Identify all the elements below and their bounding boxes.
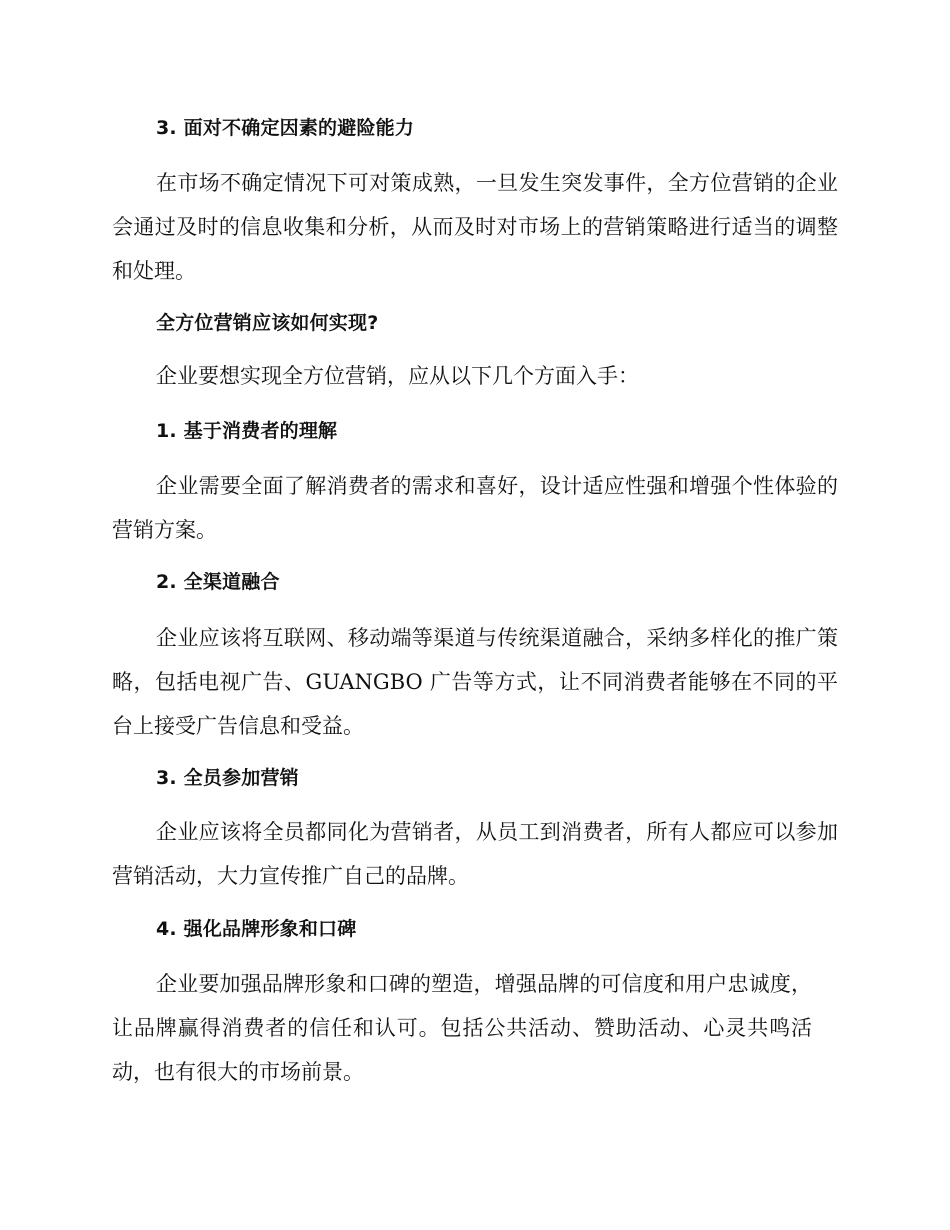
- section-heading-consumer-understanding: 1. 基于消费者的理解: [156, 420, 338, 442]
- paragraph-consumer-understanding: 企业需要全面了解消费者的需求和喜好，设计适应性强和增强个性体验的营销方案。: [112, 474, 838, 542]
- paragraph-risk-avoidance: 在市场不确定情况下可对策成熟，一旦发生突发事件，全方位营销的企业会通过及时的信息收集和分析，从而及时对市场上的营销策略进行适当的调整和处理。: [112, 171, 838, 283]
- section-heading-all-staff-marketing: 3. 全员参加营销: [156, 767, 299, 789]
- paragraph-omnichannel: 企业应该将互联网、移动端等渠道与传统渠道融合，采纳多样化的推广策略，包括电视广告、GUANGBO 广告等方式，让不同消费者能够在不同的平台上接受广告信息和受益。: [112, 626, 838, 738]
- section-heading-how-to-implement: 全方位营销应该如何实现?: [156, 312, 379, 334]
- section-heading-risk-avoidance: 3. 面对不确定因素的避险能力: [156, 117, 415, 139]
- paragraph-brand-image: 企业要加强品牌形象和口碑的塑造，增强品牌的可信度和用户忠诚度，让品牌赢得消费者的信任和认可。包括公共活动、赞助活动、心灵共鸣活动，也有很大的市场前景。: [112, 972, 812, 1084]
- paragraph-all-staff-marketing: 企业应该将全员都同化为营销者，从员工到消费者，所有人都应可以参加营销活动，大力宣传推广自己的品牌。: [112, 820, 838, 888]
- section-heading-omnichannel: 2. 全渠道融合: [156, 571, 280, 593]
- paragraph-intro: 企业要想实现全方位营销，应从以下几个方面入手：: [156, 364, 639, 388]
- section-heading-brand-image: 4. 强化品牌形象和口碑: [156, 918, 357, 940]
